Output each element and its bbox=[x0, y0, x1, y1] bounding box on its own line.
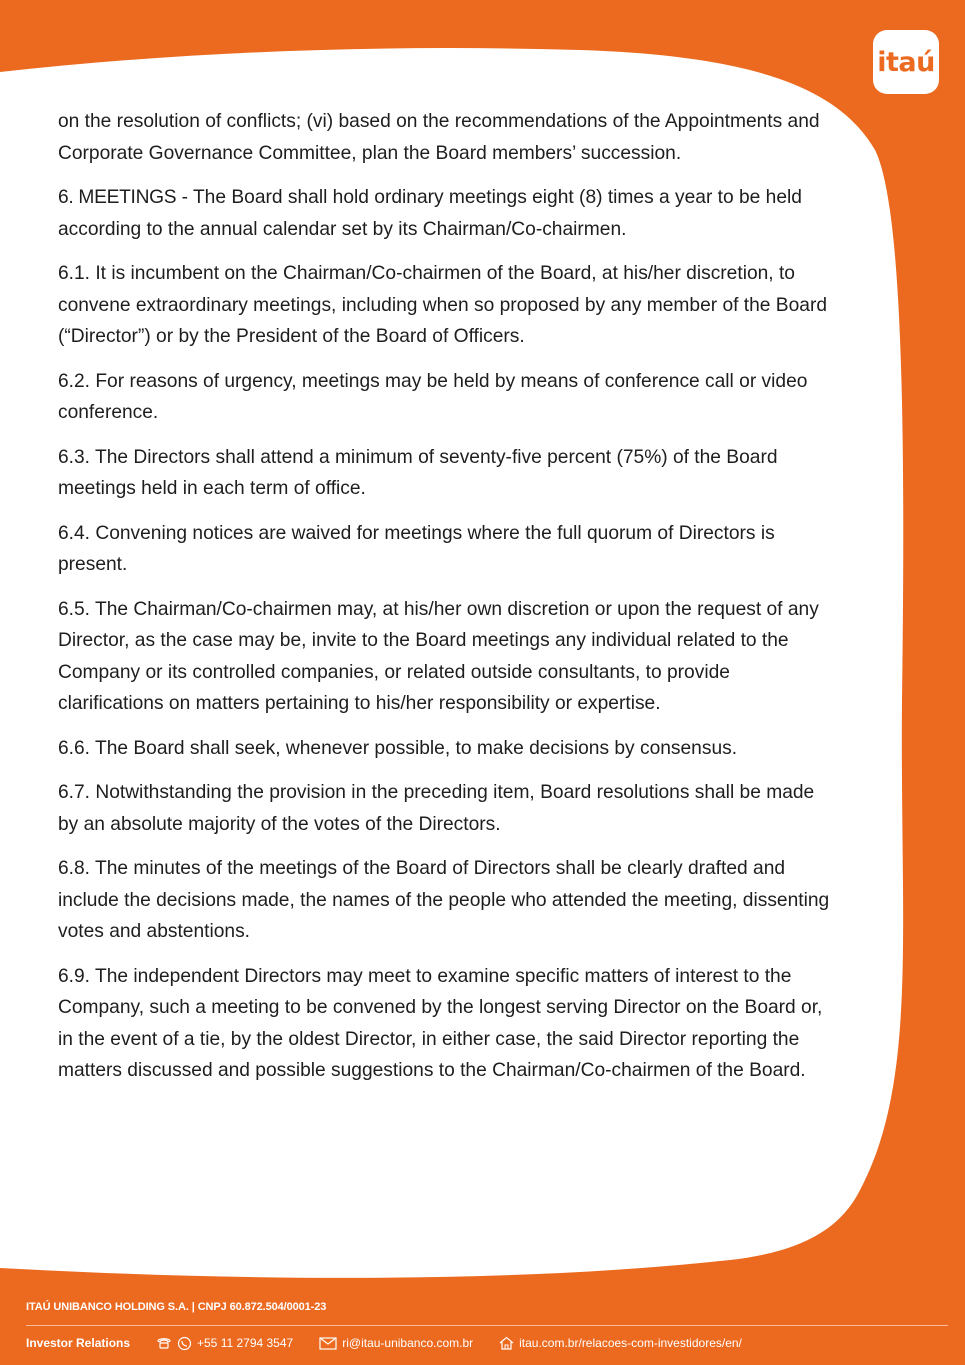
footer-phone-number: +55 11 2794 3547 bbox=[197, 1336, 294, 1350]
paragraph-6-1: 6.1. It is incumbent on the Chairman/Co-chairmen of the Board, at his/her discretion, to convene extraordinary meetings, including when so proposed by any member of the Board (“Director”) or by the President of the Board of Officers. bbox=[58, 263, 828, 347]
phone-icon bbox=[156, 1336, 172, 1350]
document-body bbox=[58, 106, 833, 1100]
footer-phone[interactable] bbox=[156, 1336, 293, 1351]
footer-email[interactable] bbox=[319, 1336, 473, 1350]
footer-company-info: ITAÚ UNIBANCO HOLDING S.A. | CNPJ 60.872.504/0001-23 bbox=[26, 1301, 327, 1313]
logo-text: itaú bbox=[877, 46, 935, 78]
home-icon bbox=[499, 1336, 514, 1350]
footer-email-address: ri@itau-unibanco.com.br bbox=[342, 1336, 474, 1350]
paragraph-6-8: 6.8. The minutes of the meetings of the Board of Directors shall be clearly drafted and include the decisions made, the names of the people who attended the meeting, dissenting votes and abstentions. bbox=[58, 858, 830, 942]
paragraph-6-4: 6.4. Convening notices are waived for meetings where the full quorum of Directors is present. bbox=[58, 522, 775, 575]
footer-contacts bbox=[26, 1334, 768, 1352]
paragraph-6-2: 6.2. For reasons of urgency, meetings may be held by means of conference call or video conference. bbox=[58, 370, 808, 423]
section-heading-meetings: 6. MEETINGS bbox=[58, 187, 177, 208]
footer-divider bbox=[26, 1325, 948, 1326]
paragraph-6-6: 6.6. The Board shall seek, whenever possible, to make decisions by consensus. bbox=[58, 737, 738, 759]
itau-logo bbox=[873, 30, 939, 94]
paragraph-6-3: 6.3. The Directors shall attend a minimum of seventy-five percent (75%) of the Board meetings held in each term of office. bbox=[58, 446, 778, 499]
paragraph-6-9: 6.9. The independent Directors may meet to examine specific matters of interest to the Company, such a meeting to be convened by the longest serving Director on the Board or, in the event of a tie, by the oldest Director, in either case, the said Director reporting the matters discussed and possible suggestions to the Chairman/Co-chairmen of the Board. bbox=[58, 965, 823, 1081]
footer-website[interactable] bbox=[499, 1336, 742, 1350]
mail-icon bbox=[319, 1337, 337, 1350]
paragraph-6-7: 6.7. Notwithstanding the provision in the preceding item, Board resolutions shall be made by an absolute majority of the votes of the Directors. bbox=[58, 782, 815, 835]
investor-relations-label: Investor Relations bbox=[26, 1336, 131, 1350]
footer-website-url: itau.com.br/relacoes-com-investidores/en/ bbox=[519, 1336, 742, 1350]
paragraph-meetings: 6. MEETINGS - The Board shall hold ordinary meetings eight (8) times a year to be held according to the annual calendar set by its Chairman/Co-chairmen. bbox=[58, 187, 802, 240]
paragraph-conflicts-succession: on the resolution of conflicts; (vi) based on the recommendations of the Appointments and Corporate Governance Committee, plan the Board members’ succession. bbox=[58, 111, 820, 164]
whatsapp-icon bbox=[177, 1336, 192, 1351]
paragraph-6-5: 6.5. The Chairman/Co-chairmen may, at his/her own discretion or upon the request of any Director, as the case may be, invite to the Board meetings any individual related to the Company or its controlled companies, or related outside consultants, to provide clarifications on matters pertaining to his/her responsibility or expertise. bbox=[58, 598, 819, 714]
